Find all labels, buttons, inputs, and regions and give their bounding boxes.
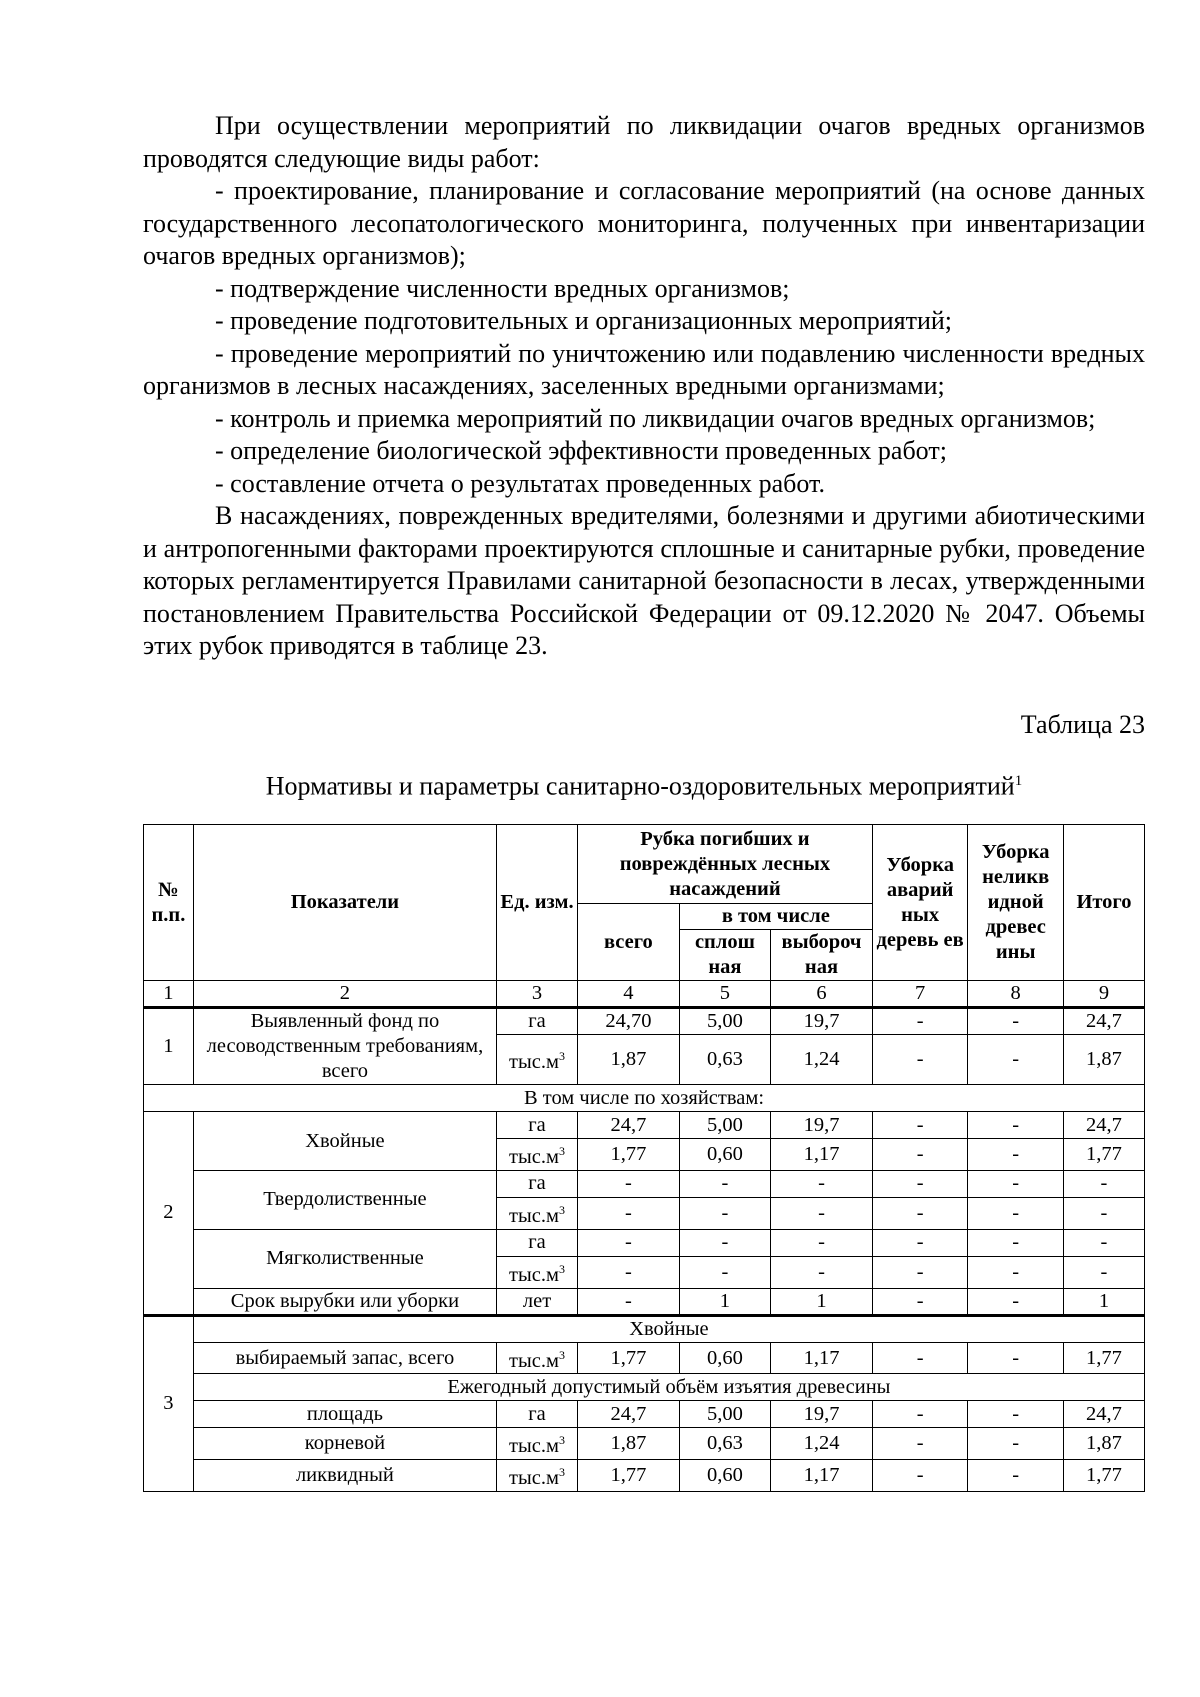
value-cell: - [872,1139,968,1171]
value-cell: - [578,1170,680,1197]
subheader-annual: Ежегодный допустимый объём изъятия древесины [193,1374,1144,1401]
colnum: 6 [771,981,873,1008]
value-cell: - [771,1256,873,1288]
value-cell: - [968,1256,1064,1288]
value-cell: 1,77 [578,1460,680,1492]
value-cell: - [578,1288,680,1315]
document-page [143,110,1145,1492]
value-cell: 1,87 [1063,1035,1144,1085]
row-num: 3 [144,1315,194,1491]
unit-text: тыс.м [509,1435,559,1458]
value-cell: 5,00 [679,1008,770,1035]
value-cell: 24,7 [1063,1112,1144,1139]
unit-text: тыс.м [509,1263,559,1286]
value-cell: - [872,1170,968,1197]
value-cell: - [968,1342,1064,1374]
value-cell: - [1063,1229,1144,1256]
unit-cell [497,1139,578,1171]
list-item: - подтверждение численности вредных организмов; [215,273,790,303]
row-name: выбираемый запас, всего [193,1342,496,1374]
unit-cell: га [497,1229,578,1256]
value-cell: 24,7 [1063,1401,1144,1428]
unit-sup: 3 [558,1049,565,1064]
value-cell: 1 [1063,1288,1144,1315]
unit-cell [497,1256,578,1288]
unit-text: тыс.м [509,1145,559,1168]
value-cell: 1,77 [1063,1139,1144,1171]
value-cell: - [1063,1256,1144,1288]
value-cell: - [872,1288,968,1315]
colnum: 2 [193,981,496,1008]
unit-cell: га [497,1112,578,1139]
value-cell: 1,77 [1063,1460,1144,1492]
value-cell: - [968,1428,1064,1460]
header-selective: выбороч ная [771,930,873,981]
value-cell: - [968,1139,1064,1171]
value-cell: - [872,1460,968,1492]
unit-cell [497,1035,578,1085]
value-cell: - [1063,1197,1144,1229]
value-cell: 24,7 [1063,1008,1144,1035]
header-incl: в том числе [679,904,872,930]
value-cell: - [968,1460,1064,1492]
header-cleanup-illiquid: Уборка неликв идной древес ины [968,825,1064,981]
colnum: 8 [968,981,1064,1008]
value-cell: - [872,1229,968,1256]
value-cell: - [679,1170,770,1197]
value-cell: - [968,1112,1064,1139]
row-name: Твердолиственные [193,1170,496,1229]
unit-cell [497,1197,578,1229]
unit-text: тыс.м [509,1467,559,1490]
row-num: 2 [144,1112,194,1315]
list-item: - контроль и приемка мероприятий по ликвидации очагов вредных организмов; [215,403,1096,433]
value-cell: 24,7 [578,1112,680,1139]
value-cell: 1,77 [578,1139,680,1171]
row-name: Хвойные [193,1112,496,1171]
value-cell: 1,17 [771,1139,873,1171]
value-cell: 0,60 [679,1139,770,1171]
value-cell: 1,17 [771,1342,873,1374]
value-cell: - [679,1229,770,1256]
colnum: 5 [679,981,770,1008]
colnum: 7 [872,981,968,1008]
value-cell: 1,24 [771,1035,873,1085]
unit-text: тыс.м [509,1349,559,1372]
list-item: - определение биологической эффективности проведенных работ; [215,436,947,465]
list-item: - проведение подготовительных и организационных мероприятий; [215,306,953,335]
value-cell: - [872,1401,968,1428]
list-item: - составление отчета о результатах проведенных работ. [215,468,825,498]
value-cell: 1,77 [1063,1342,1144,1374]
value-cell: 1,87 [578,1035,680,1085]
colnum: 4 [578,981,680,1008]
unit-cell: лет [497,1288,578,1315]
value-cell: 0,60 [679,1342,770,1374]
unit-sup: 3 [558,1433,565,1448]
value-cell: - [771,1170,873,1197]
table-label: Таблица 23 [1020,709,1145,739]
list-item: - проведение мероприятий по уничтожению или подавлению численности вредных организмов в лесных насаждениях, заселенных вредными организмами; [143,338,1145,400]
value-cell: - [872,1428,968,1460]
unit-sup: 3 [558,1202,565,1217]
subheader-farms: В том числе по хозяйствам: [144,1085,1145,1112]
value-cell: - [872,1112,968,1139]
value-cell: 0,63 [679,1428,770,1460]
row-num: 1 [144,1008,194,1085]
value-cell: 1,17 [771,1460,873,1492]
table-title-footnote: 1 [1014,772,1023,789]
value-cell: 19,7 [771,1401,873,1428]
value-cell: 19,7 [771,1112,873,1139]
header-indicators: Показатели [193,825,496,981]
unit-cell: га [497,1401,578,1428]
value-cell: 1,87 [1063,1428,1144,1460]
value-cell: - [679,1256,770,1288]
sanitary-table [143,824,1145,1492]
value-cell: 1,24 [771,1428,873,1460]
value-cell: 1 [771,1288,873,1315]
row-name: Срок вырубки или уборки [193,1288,496,1315]
table-title-text: Нормативы и параметры санитарно-оздоровительных мероприятий [265,771,1015,801]
row-name: корневой [193,1428,496,1460]
header-unit: Ед. изм. [497,825,578,981]
unit-sup: 3 [558,1465,565,1480]
row-name: ликвидный [193,1460,496,1492]
unit-cell [497,1428,578,1460]
paragraph-intro: При осуществлении мероприятий по ликвидации очагов вредных организмов проводятся следующие виды работ: [143,111,1145,173]
value-cell: 1 [679,1288,770,1315]
list-item: - проектирование, планирование и согласование мероприятий (на основе данных государственного лесопатологического мониторинга, полученных при инвентаризации очагов вредных организмов); [143,176,1145,270]
value-cell: - [1063,1170,1144,1197]
value-cell: - [968,1229,1064,1256]
header-solid: сплош ная [679,930,770,981]
header-total-all: всего [578,904,680,981]
value-cell: - [968,1170,1064,1197]
subheader-conif: Хвойные [193,1315,1144,1342]
header-itogo: Итого [1063,825,1144,981]
value-cell: 0,63 [679,1035,770,1085]
value-cell: 1,77 [578,1342,680,1374]
unit-text: тыс.м [509,1051,559,1074]
unit-cell: га [497,1170,578,1197]
value-cell: 24,70 [578,1008,680,1035]
value-cell: - [771,1197,873,1229]
value-cell: - [872,1008,968,1035]
value-cell: 19,7 [771,1008,873,1035]
colnum: 9 [1063,981,1144,1008]
value-cell: - [578,1197,680,1229]
unit-cell: га [497,1008,578,1035]
value-cell: - [872,1342,968,1374]
unit-sup: 3 [558,1347,565,1362]
unit-cell [497,1342,578,1374]
value-cell: - [872,1035,968,1085]
row-name: Выявленный фонд по лесоводственным требованиям, всего [193,1008,496,1085]
unit-text: тыс.м [509,1204,559,1227]
table-title [143,765,1145,803]
value-cell: 5,00 [679,1401,770,1428]
value-cell: - [872,1256,968,1288]
value-cell: - [968,1035,1064,1085]
value-cell: - [968,1401,1064,1428]
colnum: 3 [497,981,578,1008]
header-felling: Рубка погибших и повреждённых лесных насаждений [578,825,873,904]
value-cell: - [679,1197,770,1229]
value-cell: - [968,1288,1064,1315]
value-cell: - [578,1229,680,1256]
unit-cell [497,1460,578,1492]
value-cell: - [771,1229,873,1256]
unit-sup: 3 [558,1144,565,1159]
value-cell: - [968,1008,1064,1035]
value-cell: 5,00 [679,1112,770,1139]
value-cell: - [872,1197,968,1229]
value-cell: - [578,1256,680,1288]
header-cleanup-fallen: Уборка аварий ных деревь ев [872,825,968,981]
paragraph-rubki: В насаждениях, поврежденных вредителями, болезнями и другими абиотическими и антропогенными факторами проектируются сплошные и санитарные рубки, проведение которых регламентируется Правилами санитарной безопасности в лесах, утвержденными постановлением Правительства Российской Федерации от 09.12.2020 № 2047. Объемы этих рубок приводятся в таблице 23. [143,501,1145,660]
row-name: площадь [193,1401,496,1428]
value-cell: - [968,1197,1064,1229]
row-name: Мягколиственные [193,1229,496,1288]
header-num: № п.п. [144,825,194,981]
value-cell: 1,87 [578,1428,680,1460]
value-cell: 24,7 [578,1401,680,1428]
colnum: 1 [144,981,194,1008]
value-cell: 0,60 [679,1460,770,1492]
unit-sup: 3 [558,1261,565,1276]
